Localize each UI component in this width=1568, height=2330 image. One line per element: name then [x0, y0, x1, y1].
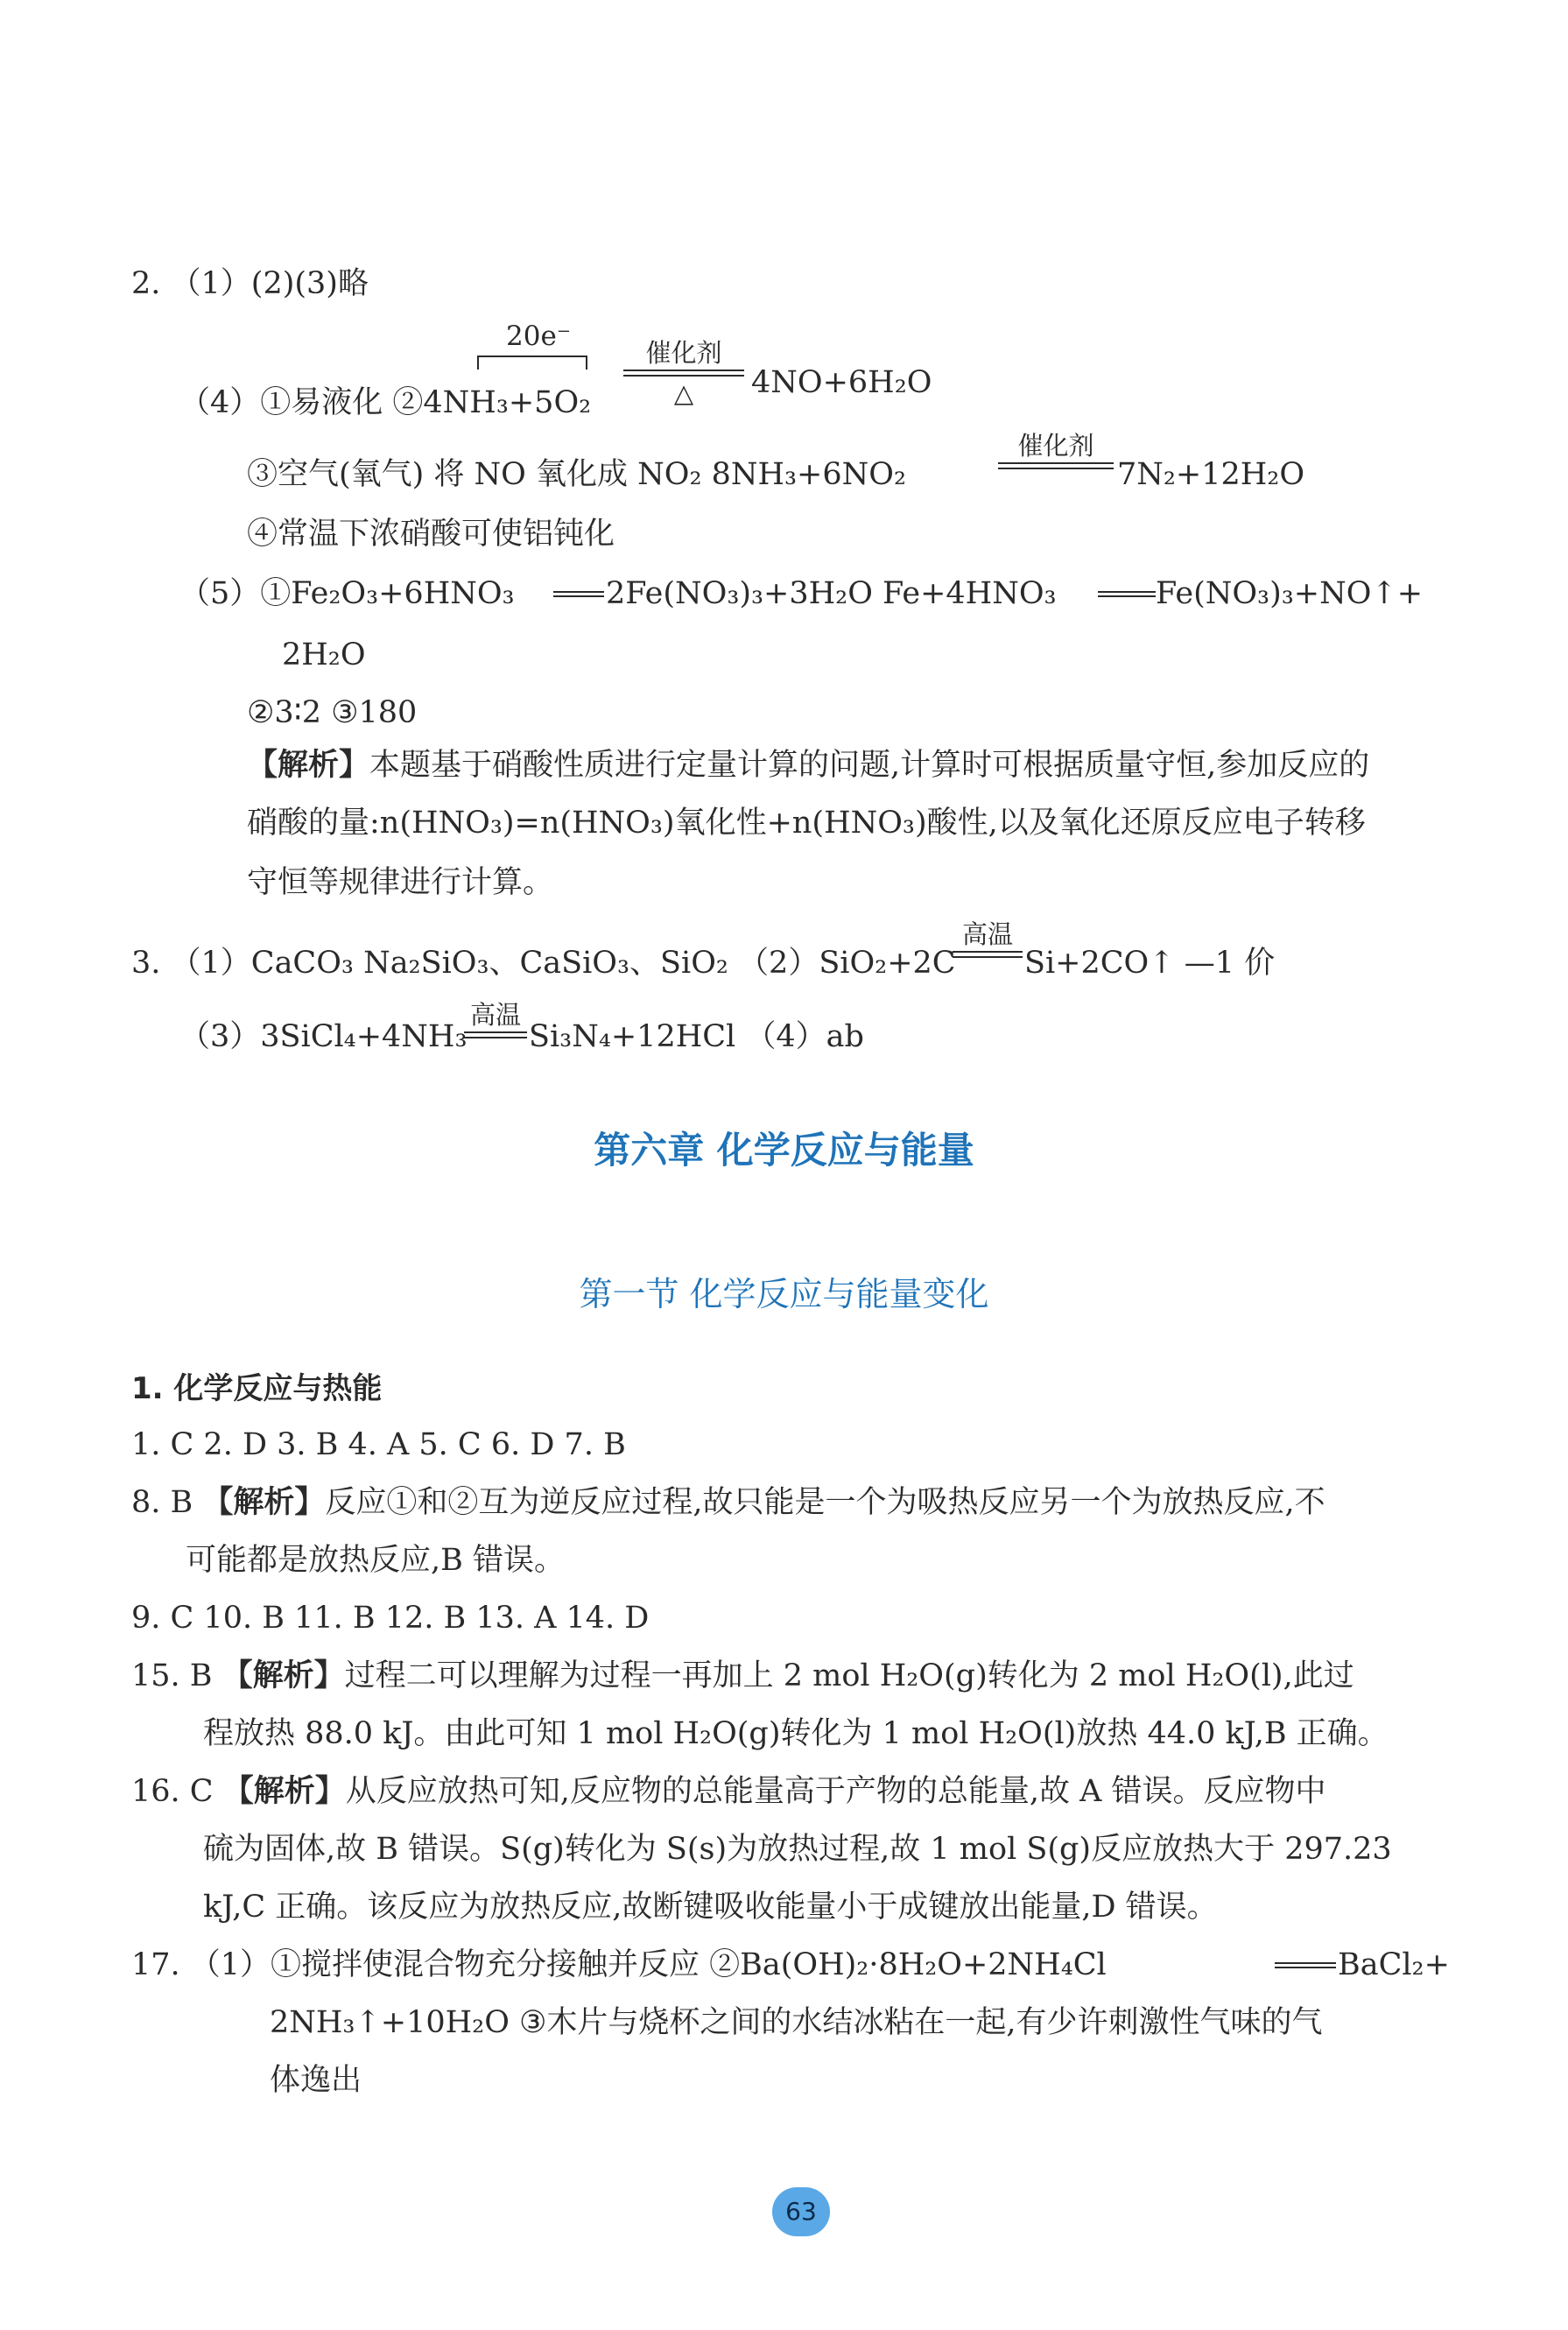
q2-line-6: 2H₂O — [282, 637, 366, 672]
q3-line-1b: Si+2CO↑ —1 价 — [1024, 946, 1276, 981]
answer-17-cont-1: 2NH₃↑+10H₂O ③木片与烧杯之间的水结冰粘在一起,有少许刺激性气味的气 — [270, 2005, 1323, 2040]
answer-17b: BaCl₂+ — [1338, 1947, 1450, 1982]
double-bar-2 — [998, 462, 1114, 469]
answers-9-14: 9. C 10. B 11. B 12. B 13. A 14. D — [131, 1601, 650, 1636]
q2-line-3a: ③空气(氧气) 将 NO 氧化成 NO₂ 8NH₃+6NO₂ — [247, 457, 906, 492]
high-temp-label-1: 高温 — [961, 919, 1013, 949]
answer-15 — [131, 1657, 1354, 1695]
q2-line-2-prefix: （4）①易液化 ② — [179, 385, 424, 420]
answer-15-text: 过程二可以理解为过程一再加上 2 mol H₂O(g)转化为 2 mol H₂O(l),此过 — [344, 1658, 1354, 1693]
condition-catalyst-heat — [623, 338, 744, 408]
answer-8-cont: 可能都是放热反应,B 错误。 — [186, 1543, 565, 1578]
q2-line-3b: 7N₂+12H₂O — [1117, 457, 1305, 492]
q2-line-2-right: 4NO+6H₂O — [751, 365, 932, 400]
double-bar-3 — [953, 951, 1023, 958]
answers-1-7: 1. C 2. D 3. B 4. A 5. C 6. D 7. B — [131, 1427, 626, 1462]
q2-line-5c: Fe(NO₃)₃+NO↑+ — [1156, 576, 1424, 611]
double-bar — [623, 370, 744, 377]
answer-8-tag: 【解析】 — [202, 1485, 326, 1520]
equals-sign-3 — [1275, 1962, 1336, 1968]
high-temp-label-2: 高温 — [469, 1000, 521, 1030]
q2-line-7: ②3∶2 ③180 — [247, 695, 418, 730]
condition-catalyst-2 — [998, 431, 1114, 471]
answer-16-prefix: 16. C — [131, 1774, 223, 1809]
q2-analysis-2: 硝酸的量:n(HNO₃)=n(HNO₃)氧化性+n(HNO₃)酸性,以及氧化还原反应电子转移 — [247, 806, 1366, 841]
q3-line-2a: （3）3SiCl₄+4NH₃ — [179, 1019, 468, 1054]
analysis-text: 本题基于硝酸性质进行定量计算的问题,计算时可根据质量守恒,参加反应的 — [369, 748, 1370, 783]
answer-16-tag: 【解析】 — [222, 1774, 346, 1809]
equals-sign-1 — [553, 591, 604, 597]
answer-15-tag: 【解析】 — [221, 1658, 345, 1693]
q2-line-2 — [179, 384, 591, 422]
q2-line-4: ④常温下浓硝酸可使铝钝化 — [247, 517, 615, 552]
answer-15-cont: 程放热 88.0 kJ。由此可知 1 mol H₂O(g)转化为 1 mol H₂O(l)放热 44.0 kJ,B 正确。 — [203, 1716, 1389, 1751]
q2-analysis-3: 守恒等规律进行计算。 — [247, 865, 554, 900]
heat-symbol: △ — [673, 378, 694, 408]
answer-15-prefix: 15. B — [131, 1658, 222, 1693]
catalyst-label: 催化剂 — [645, 338, 722, 368]
answer-17-cont-2: 体逸出 — [270, 2063, 362, 2098]
double-bar-4 — [464, 1031, 527, 1038]
answer-16 — [131, 1772, 1326, 1811]
answer-16-cont-1: 硫为固体,故 B 错误。S(g)转化为 S(s)为放热过程,故 1 mol S(g)反应放热大于 297.23 — [203, 1832, 1392, 1867]
q3-line-2b: Si₃N₄+12HCl （4）ab — [529, 1019, 864, 1054]
q2-line-1: 2. （1）(2)(3)略 — [131, 266, 369, 301]
catalyst-label-2: 催化剂 — [1017, 431, 1094, 461]
answer-16-cont-2: kJ,C 正确。该反应为放热反应,故断键吸收能量小于成键放出能量,D 错误。 — [203, 1890, 1218, 1925]
q2-line-5a: （5）①Fe₂O₃+6HNO₃ — [179, 576, 515, 611]
condition-high-temp-1 — [953, 919, 1023, 960]
condition-high-temp-2 — [464, 1000, 527, 1040]
chapter-title: 第六章 化学反应与能量 — [594, 1129, 974, 1172]
electron-transfer-label: 20e⁻ — [506, 320, 572, 352]
page-number: 63 — [772, 2187, 830, 2236]
equals-sign-2 — [1098, 591, 1156, 597]
analysis-tag: 【解析】 — [247, 748, 370, 783]
answer-8 — [131, 1483, 1325, 1522]
q2-line-2-left: 4NH₃+5O₂ — [423, 385, 592, 420]
answer-17a: 17. （1）①搅拌使混合物充分接触并反应 ②Ba(OH)₂·8H₂O+2NH₄Cl — [131, 1947, 1107, 1982]
answer-8-text: 反应①和②互为逆反应过程,故只能是一个为吸热反应另一个为放热反应,不 — [325, 1485, 1325, 1520]
q3-line-1a: 3. （1）CaCO₃ Na₂SiO₃、CaSiO₃、SiO₂ （2）SiO₂+2C — [131, 946, 956, 981]
electron-transfer-bracket — [477, 355, 587, 370]
answer-8-prefix: 8. B — [131, 1485, 203, 1520]
q2-line-5b: 2Fe(NO₃)₃+3H₂O Fe+4HNO₃ — [606, 576, 1057, 611]
answer-16-text: 从反应放热可知,反应物的总能量高于产物的总能量,故 A 错误。反应物中 — [345, 1774, 1326, 1809]
section-title: 第一节 化学反应与能量变化 — [579, 1275, 989, 1313]
q2-analysis-1 — [247, 746, 1369, 785]
part1-heading: 1. 化学反应与热能 — [131, 1371, 383, 1406]
